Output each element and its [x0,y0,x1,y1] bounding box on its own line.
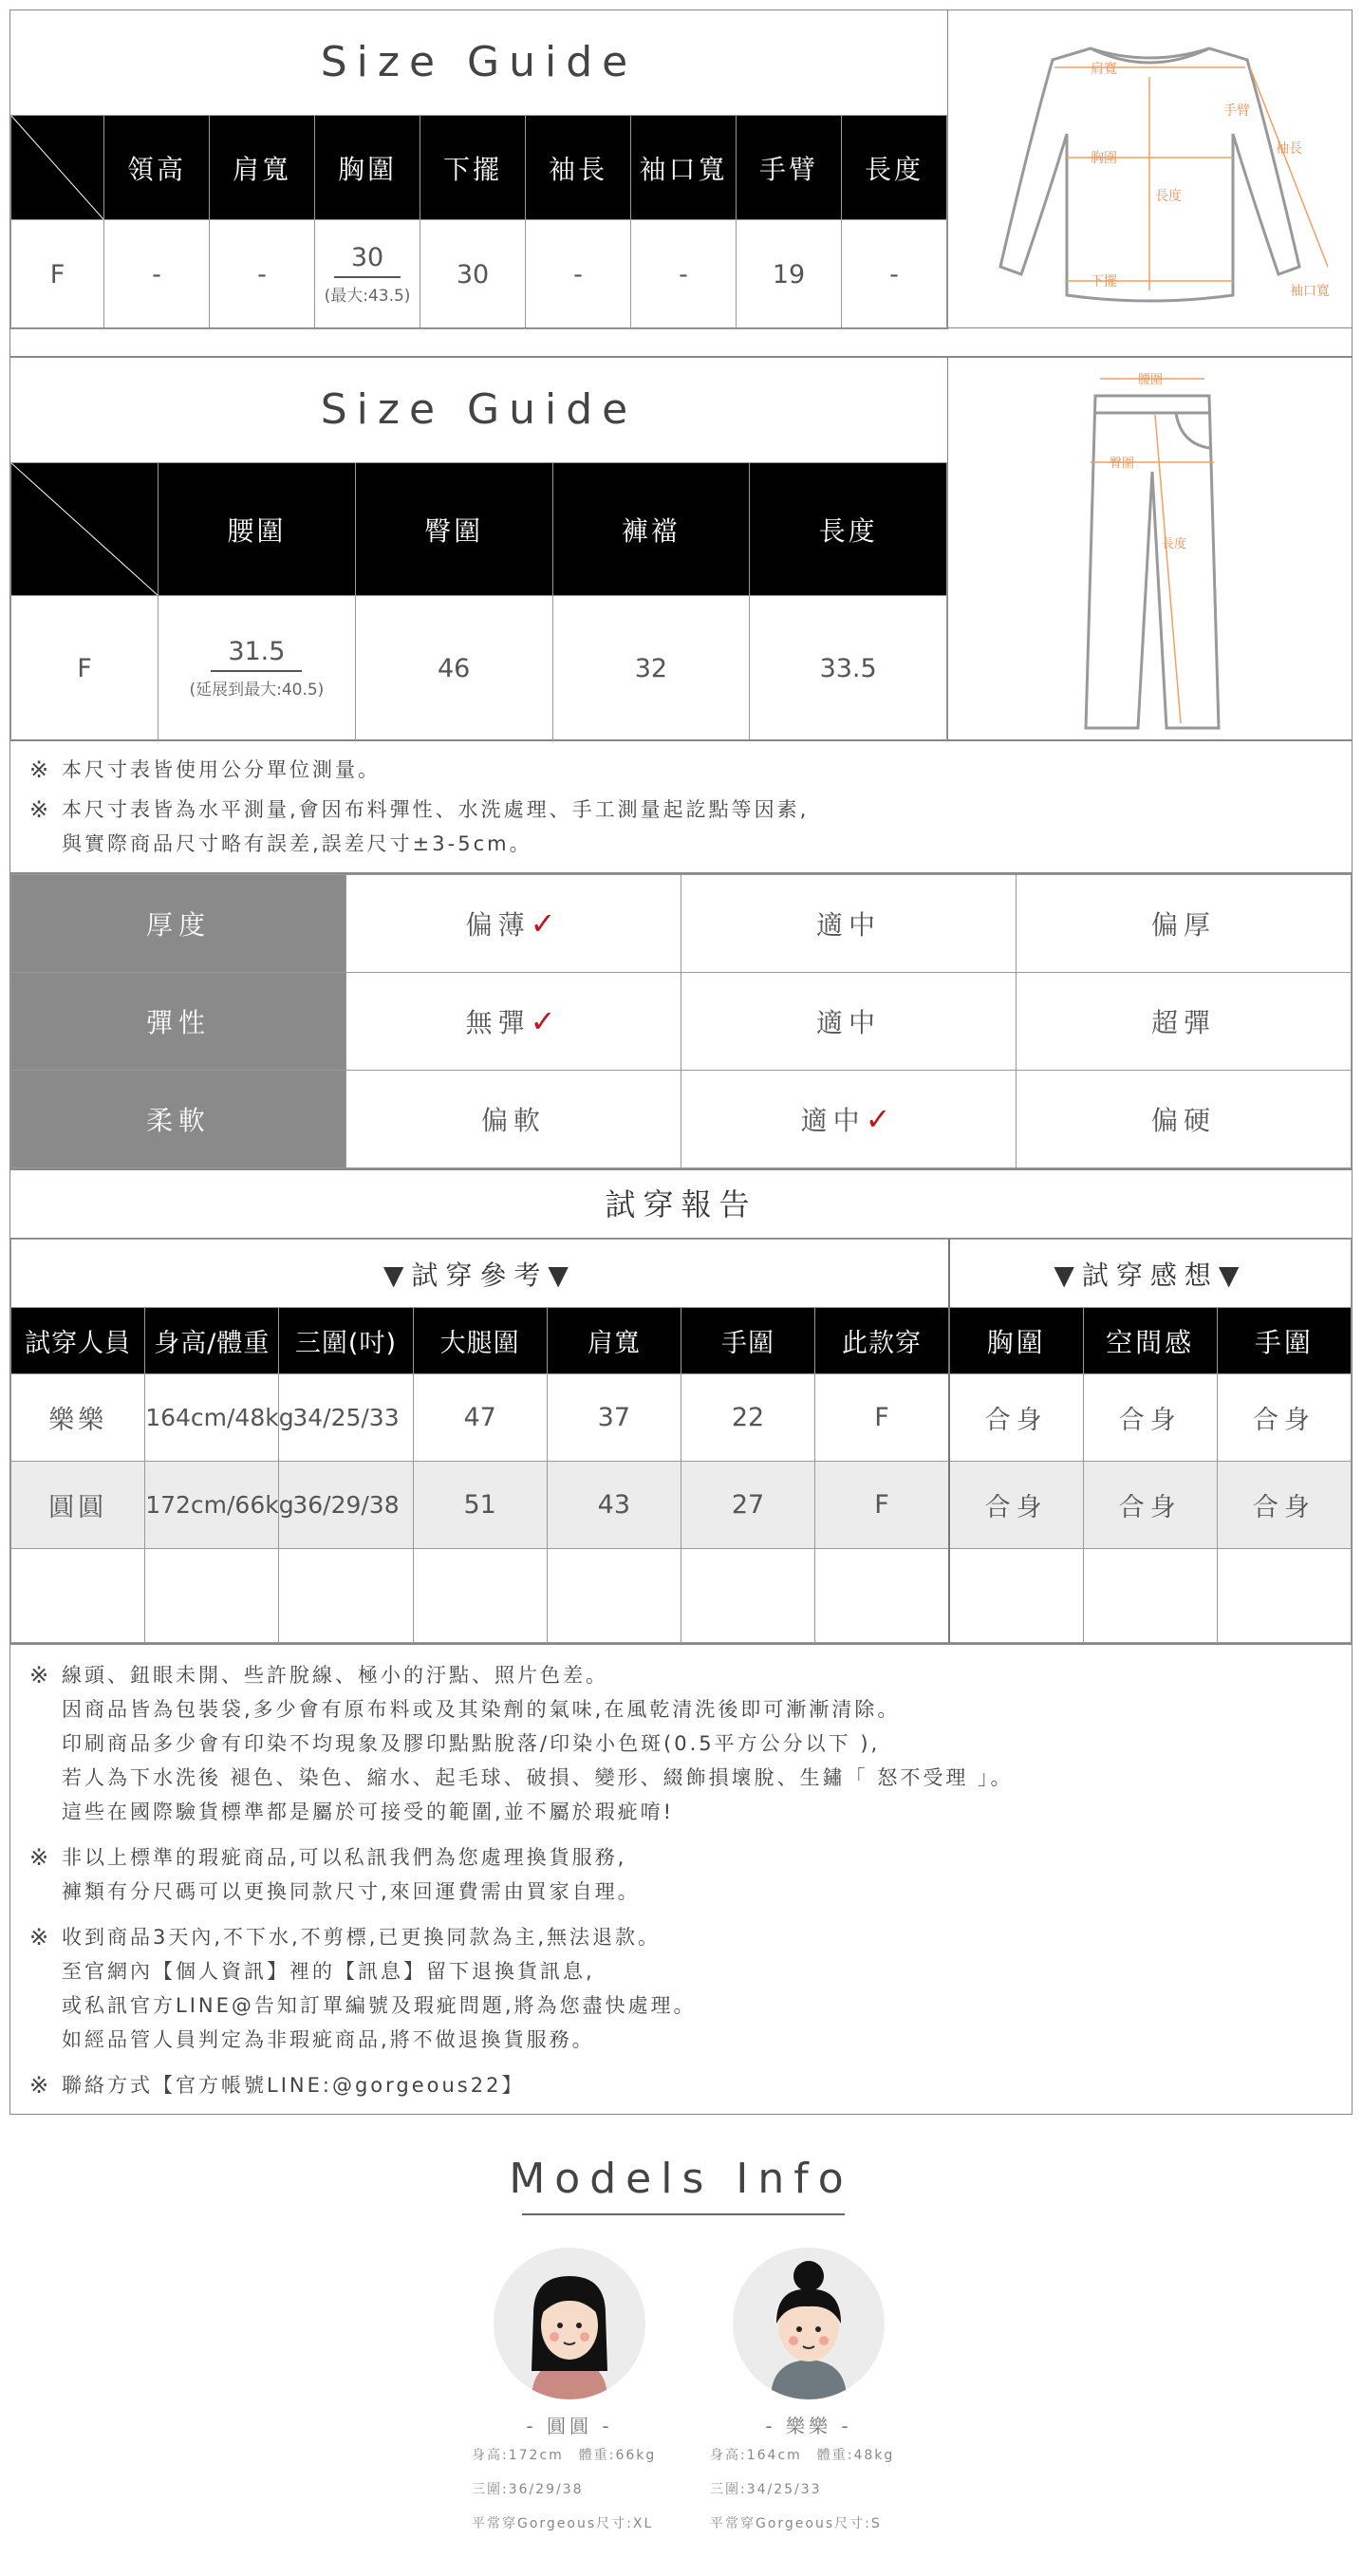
model-1-line1: 身高:172cm 體重:66kg [472,2448,657,2463]
model-1-name: - 圓圓 - [526,2415,613,2437]
col-tester: 試穿人員 [11,1308,145,1374]
cell-length: 33.5 [750,596,947,741]
measure-note-3: 與實際商品尺寸略有誤差,誤差尺寸±3-5cm。 [62,832,532,855]
cell-chest [315,220,420,329]
col-fit-arm: 手圍 [1217,1308,1351,1374]
attr-label-elasticity: 彈性 [11,973,346,1071]
models-info [0,2115,1362,2576]
waist-note: (延展到最大:40.5) [189,681,325,700]
cell-hip: 46 [355,596,552,741]
chest-note: (最大:43.5) [324,287,411,306]
cell-cuff: - [631,220,737,329]
col-size-worn: 此款穿 [815,1308,949,1374]
cell-arm: 19 [737,220,842,329]
col-thigh: 大腿圍 [413,1308,547,1374]
fitting-title: 試穿報告 [10,1170,1352,1239]
chest-value: 30 [334,243,401,278]
diagram-length-label: 長度 [1155,189,1182,204]
avatar-model-1 [494,2248,645,2399]
col-measurements: 三圍(吋) [279,1308,413,1374]
col-arm: 手圍 [681,1308,814,1374]
attr-label-thickness: 厚度 [11,875,346,973]
col-chest: 胸圍 [315,116,420,220]
fabric-attributes [9,873,1353,1169]
policy-note-3: ※ 收到商品3天內,不下水,不剪標,已更換同款為主,無法退款。 至官網內【個人資訊】裡的【訊息】留下退換貨訊息, 或私訊官方LINE@告知訂單編號及瑕疵問題,將為您盡快處理。 如經品管人員判定為非瑕疵商品,將不做退換貨服務。 [29,1924,697,2051]
check-icon: ✓ [865,1101,897,1137]
col-shoulder: 肩寬 [210,116,315,220]
col-hem: 下擺 [420,116,526,220]
attr-softness-opt-2: 適中✓ [681,1071,1017,1168]
size-guide-top [9,9,1353,328]
cell-shoulder: - [210,220,315,329]
col-shoulder: 肩寬 [547,1308,681,1374]
col-sleeve: 袖長 [526,116,631,220]
fitting-feel-title: ▼試穿感想▼ [949,1240,1352,1308]
corner-cell [11,116,104,220]
attr-elasticity-opt-2: 適中 [681,973,1017,1071]
measure-notes [9,740,1353,873]
table-row: 樂樂 164cm/48kg 34/25/33 47 37 22 F 合身 合身 合身 [11,1374,1352,1462]
diagram-arm-label: 手臂 [1223,103,1250,119]
attr-elasticity-opt-1: 無彈✓ [346,973,681,1071]
col-arm: 手臂 [737,116,842,220]
size-guide-bottom [9,357,1353,740]
size-table-bottom [10,462,947,741]
attr-softness-opt-3: 偏硬 [1017,1071,1352,1168]
attr-elasticity-opt-3: 超彈 [1017,973,1352,1071]
row-size: F [11,596,159,741]
cell-waist [159,596,356,741]
attr-label-softness: 柔軟 [11,1071,346,1168]
model-2-line3: 平常穿Gorgeous尺寸:S [710,2516,882,2531]
models-title: Models Info [509,2155,853,2203]
model-1-line3: 平常穿Gorgeous尺寸:XL [472,2516,654,2531]
fitting-report [9,1169,1353,1644]
check-icon: ✓ [530,905,562,942]
attr-thickness-opt-2: 適中 [681,875,1017,973]
top-garment-diagram [948,10,1352,329]
cell-hem: 30 [420,220,526,329]
table-row: 圓圓 172cm/66kg 36/29/38 51 43 27 F 合身 合身 合身 [11,1462,1352,1549]
policy-note-2: ※ 非以上標準的瑕疵商品,可以私訊我們為您處理換貨服務, 褲類有分尺碼可以更換同款尺寸,來回運費需由買家自理。 [29,1844,641,1903]
row-size: F [11,220,104,329]
diagram-hem-label: 下擺 [1091,274,1117,289]
fitting-table [10,1239,1352,1643]
col-collar: 領高 [104,116,210,220]
col-height-weight: 身高/體重 [145,1308,279,1374]
table-row-empty [11,1549,1352,1643]
cell-length: - [842,220,947,329]
policy-note-4: ※ 聯絡方式【官方帳號LINE:@gorgeous22】 [29,2072,525,2099]
col-hip: 臀圍 [355,463,552,596]
diagram-pants-length-label: 長度 [1162,537,1187,551]
pants-diagram [948,358,1352,741]
diagram-cuff-label: 袖口寬 [1290,284,1330,299]
col-length: 長度 [750,463,947,596]
check-icon: ✓ [530,1003,562,1039]
attr-thickness-opt-1: 偏薄✓ [346,875,681,973]
col-cuff: 袖口寬 [631,116,737,220]
models-title-underline [522,2213,845,2215]
size-guide-top-title: Size Guide [320,38,638,86]
cell-collar: - [104,220,210,329]
diagram-hip-label: 臀圍 [1110,457,1135,471]
avatar-model-2 [733,2248,885,2399]
model-1-line2: 三圍:36/29/38 [472,2482,584,2497]
measure-note-2: ※ 本尺寸表皆為水平測量,會因布料彈性、水洗處理、手工測量起訖點等因素, [29,796,810,823]
diagram-chest-label: 胸圍 [1091,151,1117,166]
waist-value: 31.5 [211,637,302,672]
diagram-waist-label: 腰圍 [1138,373,1164,387]
size-guide-bottom-title: Size Guide [320,385,638,434]
diagram-shoulder-label: 肩寬 [1091,62,1117,77]
col-fit-chest: 胸圍 [949,1308,1083,1374]
diagram-sleeve-label: 袖長 [1276,141,1302,157]
attr-thickness-opt-3: 偏厚 [1017,875,1352,973]
col-crotch: 褲襠 [552,463,750,596]
model-2-name: - 樂樂 - [765,2415,852,2437]
col-fit-space: 空間感 [1083,1308,1217,1374]
cell-crotch: 32 [552,596,750,741]
measure-note-1: ※ 本尺寸表皆使用公分單位測量。 [29,756,381,783]
cell-sleeve: - [526,220,631,329]
model-2-line2: 三圍:34/25/33 [710,2482,822,2497]
col-length: 長度 [842,116,947,220]
fitting-ref-title: ▼試穿參考▼ [11,1240,949,1308]
size-table-top [10,115,947,329]
corner-cell-bottom [11,463,159,596]
policy-notes [9,1644,1353,2115]
attr-softness-opt-1: 偏軟 [346,1071,681,1168]
policy-note-1: ※ 線頭、鈕眼未開、些許脫線、極小的汙點、照片色差。 因商品皆為包裝袋,多少會有原布料或及其染劑的氣味,在風乾清洗後即可漸漸清除。 印刷商品多少會有印染不均現象及膠印點點脫落/印染小色斑(0.5平方公分以下 ), 若人為下水洗後 褪色、染色、縮水、起毛球、破損、變形、綴飾損壞脫、生鏽「 怒不受理 」。 這些在國際驗貨標準都是屬於可接受的範圍,並不屬於瑕疵唷! [29,1662,1014,1823]
col-waist: 腰圍 [159,463,356,596]
spacer-band [9,328,1353,357]
model-2-line1: 身高:164cm 體重:48kg [710,2448,895,2463]
